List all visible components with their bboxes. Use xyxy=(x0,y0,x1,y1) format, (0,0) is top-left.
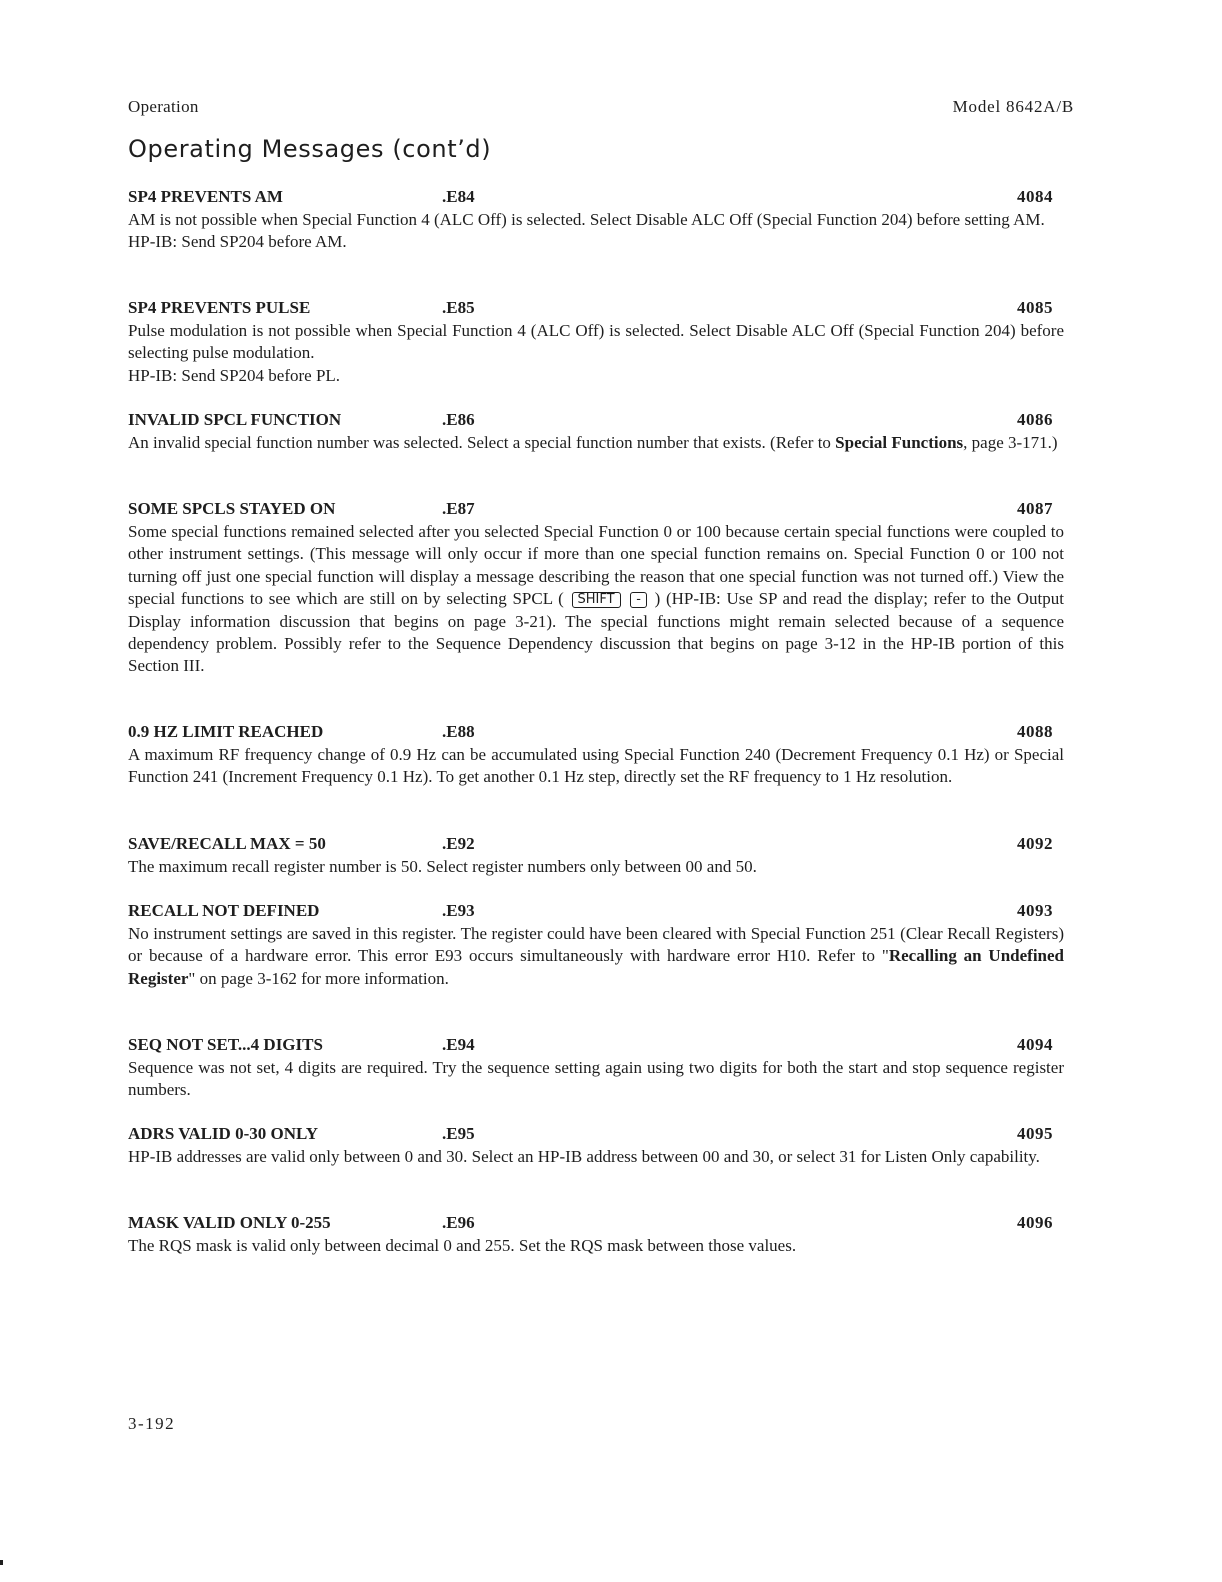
message-header xyxy=(128,722,1064,744)
description-line: The RQS mask is valid only between decimal 0 and 255. Set the RQS mask between those values. xyxy=(128,1236,797,1255)
message-header xyxy=(128,499,1064,521)
message-name: MASK VALID ONLY 0-255 xyxy=(128,1213,331,1232)
message-e96 xyxy=(128,1213,1064,1257)
message-description xyxy=(128,923,1064,990)
message-header xyxy=(128,901,1064,923)
header-model-label: Model 8642A/B xyxy=(952,97,1074,116)
description-line: Pulse modulation is not possible when Special Function 4 (ALC Off) is selected. Select Disable ALC Off (Special Function 204) before selecting pulse modulation. xyxy=(128,321,1064,363)
message-description xyxy=(128,320,1064,387)
message-code: .E96 xyxy=(442,1213,475,1232)
message-name: RECALL NOT DEFINED xyxy=(128,901,320,920)
shift-key-icon: SHIFT xyxy=(572,592,621,608)
message-header xyxy=(128,298,1064,320)
message-code: .E94 xyxy=(442,1035,475,1054)
description-text: No instrument settings are saved in this register. The register could have been cleared with Special Function 251 (Clear Recall Registers) or because of a hardware error. This error E93 occurs simultaneously with hardware error H10. Refer to " xyxy=(128,924,1064,966)
message-e93 xyxy=(128,901,1064,990)
message-e92 xyxy=(128,834,1064,878)
message-header xyxy=(128,1213,1064,1235)
description-text: , page 3-171.) xyxy=(963,433,1058,452)
message-code: .E88 xyxy=(442,722,475,741)
message-e94 xyxy=(128,1035,1064,1102)
header-section-label: Operation xyxy=(128,97,199,116)
message-header xyxy=(128,1124,1064,1146)
page-number: 3-192 xyxy=(128,1414,176,1433)
message-description xyxy=(128,1235,1064,1257)
message-code: .E84 xyxy=(442,187,475,206)
message-code: .E95 xyxy=(442,1124,475,1143)
message-e85 xyxy=(128,298,1064,387)
recalling-undefined-register-reference: Recalling an Undefined Register xyxy=(128,946,1064,988)
message-e88 xyxy=(128,722,1064,789)
message-header xyxy=(128,187,1064,209)
message-name: SP4 PREVENTS AM xyxy=(128,187,283,206)
message-name: SEQ NOT SET...4 DIGITS xyxy=(128,1035,323,1054)
scan-mark xyxy=(0,1560,3,1565)
description-paragraph xyxy=(128,923,1064,990)
message-code: .E92 xyxy=(442,834,475,853)
message-description xyxy=(128,432,1064,454)
description-paragraph xyxy=(128,432,1064,454)
message-description xyxy=(128,521,1064,678)
message-number: 4093 xyxy=(1017,901,1053,920)
description-line: A maximum RF frequency change of 0.9 Hz can be accumulated using Special Function 240 (Decrement Frequency 0.1 Hz) or Special Function 241 (Increment Frequency 0.1 Hz). To get another 0.1 Hz step, directly set the RF frequency to 1 Hz resolution. xyxy=(128,745,1064,787)
message-e84 xyxy=(128,187,1064,254)
description-text: ) (HP-IB: Use SP and read the display; refer to the Output Display information discussion that begins on page 3-21). The special functions might remain selected because of a sequence dependency problem. Possibly refer to the Sequence Dependency discussion that begins on page 3-12 in the HP-IB portion of this Section III. xyxy=(128,589,1065,676)
description-line: Sequence was not set, 4 digits are required. Try the sequence setting again using two digits for both the start and stop sequence register numbers. xyxy=(128,1058,1064,1100)
message-number: 4096 xyxy=(1017,1213,1053,1232)
hpib-line: HP-IB: Send SP204 before PL. xyxy=(128,365,341,385)
message-code: .E86 xyxy=(442,410,475,429)
message-number: 4086 xyxy=(1017,410,1053,429)
message-header xyxy=(128,834,1064,856)
description-line: AM is not possible when Special Function 4 (ALC Off) is selected. Select Disable ALC Off (Special Function 204) before setting AM. xyxy=(128,210,1045,229)
message-name: SOME SPCLS STAYED ON xyxy=(128,499,336,518)
message-description xyxy=(128,1057,1064,1102)
message-header xyxy=(128,1035,1064,1057)
hpib-line: HP-IB: Send SP204 before AM. xyxy=(128,232,347,252)
description-paragraph xyxy=(128,521,1064,678)
message-number: 4094 xyxy=(1017,1035,1053,1054)
message-number: 4087 xyxy=(1017,499,1053,518)
message-description xyxy=(128,209,1064,254)
message-e95 xyxy=(128,1124,1064,1168)
message-name: SAVE/RECALL MAX = 50 xyxy=(128,834,326,853)
description-text: Some special functions remained selected after you selected Special Function 0 or 100 because certain special functions were coupled to other instrument settings. (This message will only occur if more than one special function remains on. Special Function 0 or 100 not turning off just one special function will display a message describing the reason that one special function was not turned off.) View the special functions to see which are still on by selecting SPCL ( xyxy=(128,522,1064,609)
message-description xyxy=(128,1146,1064,1168)
message-e87 xyxy=(128,499,1064,678)
message-name: INVALID SPCL FUNCTION xyxy=(128,410,342,429)
page-title: Operating Messages (cont’d) xyxy=(128,135,492,163)
message-name: 0.9 HZ LIMIT REACHED xyxy=(128,722,324,741)
description-text: An invalid special function number was selected. Select a special function number that exists. (Refer to xyxy=(128,433,836,452)
message-number: 4084 xyxy=(1017,187,1053,206)
message-code: .E87 xyxy=(442,499,475,518)
message-number: 4092 xyxy=(1017,834,1053,853)
message-name: SP4 PREVENTS PULSE xyxy=(128,298,311,317)
message-number: 4095 xyxy=(1017,1124,1053,1143)
special-functions-reference: Special Functions xyxy=(835,433,964,452)
minus-key-icon: - xyxy=(630,592,647,608)
description-line: The maximum recall register number is 50. Select register numbers only between 00 and 50. xyxy=(128,857,757,876)
message-description xyxy=(128,856,1064,878)
message-number: 4088 xyxy=(1017,722,1053,741)
message-name: ADRS VALID 0-30 ONLY xyxy=(128,1124,319,1143)
message-header xyxy=(128,410,1064,432)
message-code: .E85 xyxy=(442,298,475,317)
message-code: .E93 xyxy=(442,901,475,920)
description-text: " on page 3-162 for more information. xyxy=(188,968,449,988)
description-line: HP-IB addresses are valid only between 0 and 30. Select an HP-IB address between 00 and 30, or select 31 for Listen Only capability. xyxy=(128,1147,1040,1166)
message-description xyxy=(128,744,1064,789)
message-e86 xyxy=(128,410,1064,454)
message-number: 4085 xyxy=(1017,298,1053,317)
